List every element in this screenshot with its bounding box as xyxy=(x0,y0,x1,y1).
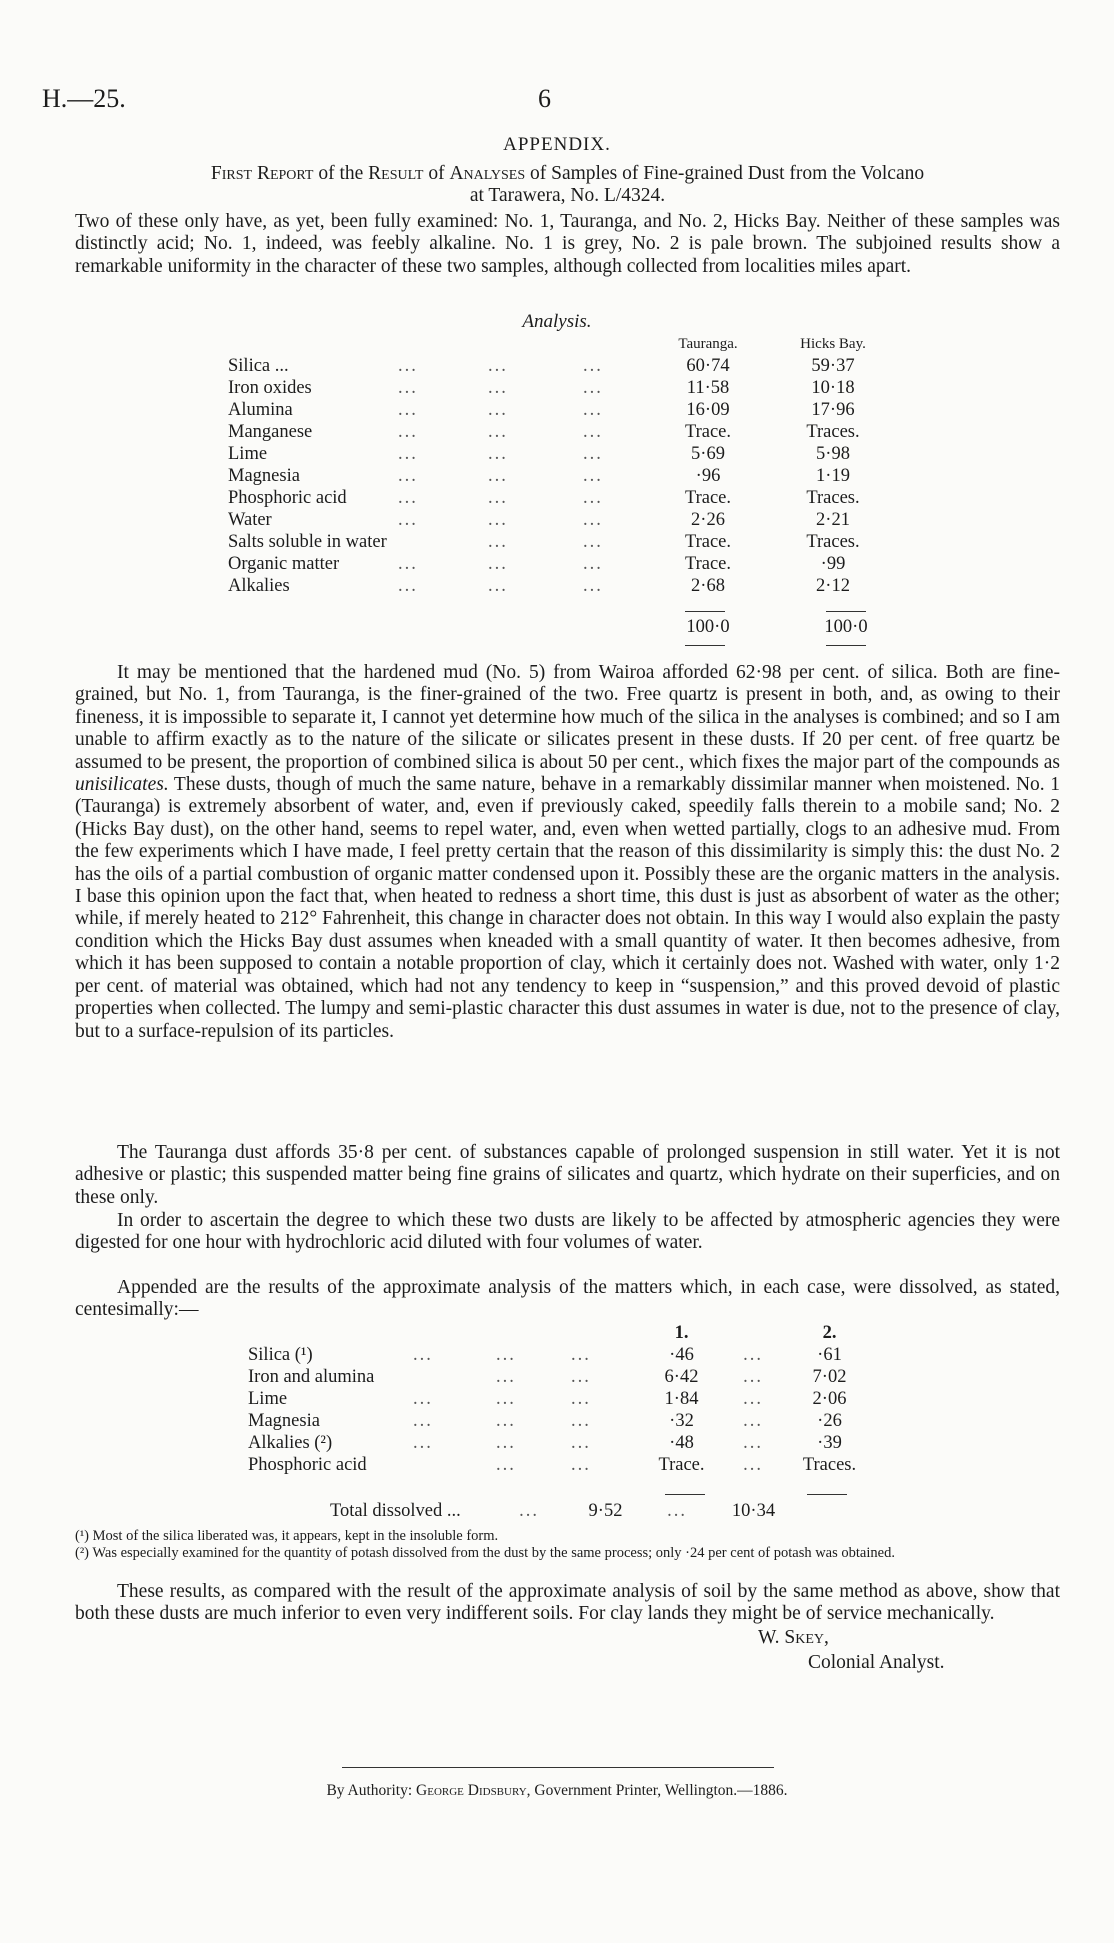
leader-dots: ... xyxy=(571,1411,591,1431)
imprint-rule xyxy=(342,1767,774,1768)
atmospheric-paragraph: In order to ascertain the degree to which these two dusts are likely to be affected by atmospheric agencies they were digested for one hour with hydrochloric acid diluted with four volumes of water. xyxy=(75,1210,1060,1254)
total-dissolved-1: 9·52 xyxy=(588,1501,623,1521)
title-word: of the xyxy=(318,163,364,184)
leader-dots: ... xyxy=(398,422,418,442)
title-word: Report xyxy=(256,163,314,184)
tauranga-value: Trace. xyxy=(684,554,732,574)
leader-dots: ... xyxy=(488,356,508,376)
leader-dots: ... xyxy=(398,356,418,376)
leader-dots: ... xyxy=(496,1389,516,1409)
discussion-italic-term: unisilicates. xyxy=(75,774,169,796)
title-word: of xyxy=(428,163,445,184)
hicks-bay-value: Traces. xyxy=(806,422,860,442)
signature-name: W. Skey, xyxy=(758,1627,829,1648)
leader-dots: ... xyxy=(488,554,508,574)
leader-dots: ... xyxy=(583,378,603,398)
dissolved-row xyxy=(248,1410,877,1432)
dissolved-row xyxy=(248,1432,877,1454)
constituent-name: Manganese xyxy=(228,422,313,442)
constituent-name: Alkalies xyxy=(228,576,290,596)
dissolved-row xyxy=(248,1388,877,1410)
leader-dots: ... xyxy=(413,1389,433,1409)
imprint-line xyxy=(0,1782,1114,1800)
sample-1-value: ·48 xyxy=(669,1433,694,1453)
hicks-bay-value: 17·96 xyxy=(811,400,855,420)
signature-title: Colonial Analyst. xyxy=(808,1652,945,1673)
leader-dots: ... xyxy=(571,1455,591,1475)
leader-dots: ... xyxy=(488,532,508,552)
title-line-2: at Tarawera, No. L/4324. xyxy=(469,185,666,206)
leader-dots: ... xyxy=(398,576,418,596)
title-word: First xyxy=(210,163,253,184)
hicks-bay-value: 2·21 xyxy=(816,510,850,530)
leader-dots: ... xyxy=(496,1433,516,1453)
leader-dots: ... xyxy=(743,1433,763,1453)
hicks-bay-value: 1·19 xyxy=(816,466,850,486)
tauranga-value: Trace. xyxy=(684,422,732,442)
dissolved-name: Iron and alumina xyxy=(248,1367,375,1387)
leader-dots: ... xyxy=(488,488,508,508)
hicks-bay-value: Traces. xyxy=(806,488,860,508)
footnote-1: (¹) Most of the silica liberated was, it appears, kept in the insoluble form. xyxy=(75,1528,499,1544)
constituent-name: Water xyxy=(228,510,272,530)
leader-dots: ... xyxy=(571,1345,591,1365)
leader-dots: ... xyxy=(583,444,603,464)
analysis-row xyxy=(228,575,903,597)
paper-reference: H.—25. xyxy=(42,84,126,113)
constituent-name: Lime xyxy=(228,444,268,464)
sample-2-value: ·61 xyxy=(817,1345,842,1365)
tauranga-value: 5·69 xyxy=(691,444,725,464)
dissolved-row xyxy=(248,1344,877,1366)
total-hicks-bay: 100·0 xyxy=(824,617,868,637)
analysis-row xyxy=(228,553,903,575)
leader-dots: ... xyxy=(743,1411,763,1431)
total-tauranga: 100·0 xyxy=(686,617,730,637)
col-tauranga: Tauranga. xyxy=(678,336,738,352)
dissolved-name: Lime xyxy=(248,1389,288,1409)
intro-paragraph: Two of these only have, as yet, been fully examined: No. 1, Tauranga, and No. 2, Hicks Bay. Neither of these samples was distinctly acid; No. 1, indeed, was feebly alkaline. No. 1 is grey, No. 2 is pale brown. The subjoined results show a remarkable uniformity in the character of these two samples, although collected from localities miles apart. xyxy=(75,211,1060,277)
dissolved-name: Phosphoric acid xyxy=(248,1455,367,1475)
dissolved-name: Magnesia xyxy=(248,1411,320,1431)
leader-dots: ... xyxy=(488,466,508,486)
leader-dots: ... xyxy=(496,1411,516,1431)
title-word: Result xyxy=(368,163,424,184)
sum-rule xyxy=(685,611,725,612)
leader-dots: ... xyxy=(496,1345,516,1365)
leader-dots xyxy=(413,1454,496,1476)
tauranga-value: ·96 xyxy=(695,466,721,486)
discussion-text-b: These dusts, though of much the same nature, behave in a remarkably dissimilar manner when moistened. No. 1 (Tauranga) is extremely absorbent of water, and, even if previously caked, speedily falls therein to a mobile sand; No. 2 (Hicks Bay dust), on the other hand, seems to repel water, and, even when wetted partially, clogs to an adhesive mud. From the few experiments which I have made, I feel pretty certain that the reason of this dissimilarity is simply this: the dust No. 2 has the oils of a partial combustion of organic matter condensed upon it. Possibly these are the organic matters in the analysis. I base this opinion upon the fact that, when heated to redness a short time, this dust is just as absorbent of water as the other; while, if merely heated to 212° Fahrenheit, this change in character does not obtain. In this way I would also explain the pasty condition which the Hicks Bay dust assumes when kneaded with a small quantity of water. It then becomes adhesive, from which it has been supposed to contain a notable proportion of clay, which it certainly does not. Washed with water, only 1·2 per cent. of material was obtained, which had not any tendency to keep in “suspension,” and this proved devoid of plastic properties when collected. The lumpy and semi-plastic character this dust assumes in water is due, not to the presence of clay, but to a surface-repulsion of its particles. xyxy=(75,774,1060,1042)
col-sample-2: 2. xyxy=(822,1323,837,1343)
constituent-name: Iron oxides xyxy=(228,378,312,398)
leader-dots: ... xyxy=(519,1501,539,1521)
hicks-bay-value: ·99 xyxy=(820,554,846,574)
leader-dots: ... xyxy=(583,488,603,508)
leader-dots xyxy=(413,1366,496,1388)
page-number: 6 xyxy=(538,84,551,113)
discussion-paragraph xyxy=(75,662,1060,1043)
analysis-row xyxy=(228,443,903,465)
tauranga-value: 60·74 xyxy=(686,356,730,376)
tauranga-value: 16·09 xyxy=(686,400,730,420)
analysis-header-row xyxy=(228,333,903,355)
dissolved-table xyxy=(248,1322,877,1476)
tauranga-value: Trace. xyxy=(684,488,732,508)
leader-dots: ... xyxy=(398,488,418,508)
leader-dots: ... xyxy=(583,400,603,420)
sample-1-value: 6·42 xyxy=(664,1367,699,1387)
report-title xyxy=(75,163,1060,207)
analysis-row xyxy=(228,465,903,487)
constituent-name: Organic matter xyxy=(228,554,340,574)
dissolved-row xyxy=(248,1366,877,1388)
leader-dots: ... xyxy=(743,1455,763,1475)
sum-rule xyxy=(826,611,866,612)
total-rule xyxy=(826,645,866,646)
leader-dots: ... xyxy=(583,466,603,486)
title-word: of Samples of Fine-grained Dust from the Volcano xyxy=(530,163,925,184)
total-dissolved-label: Total dissolved ... xyxy=(330,1501,461,1521)
constituent-name: Alumina xyxy=(228,400,293,420)
appended-results-paragraph: Appended are the results of the approximate analysis of the matters which, in each case, were dissolved, as stated, centesimally:— xyxy=(75,1277,1060,1321)
leader-dots: ... xyxy=(583,532,603,552)
sample-1-value: Trace. xyxy=(658,1455,705,1475)
leader-dots: ... xyxy=(571,1433,591,1453)
leader-dots: ... xyxy=(398,400,418,420)
leader-dots: ... xyxy=(583,554,603,574)
leader-dots: ... xyxy=(398,444,418,464)
dissolved-total-row xyxy=(330,1500,801,1522)
leader-dots: ... xyxy=(488,400,508,420)
leader-dots: ... xyxy=(571,1389,591,1409)
analysis-row xyxy=(228,377,903,399)
leader-dots: ... xyxy=(413,1345,433,1365)
footnote-2: (²) Was especially examined for the quantity of potash dissolved from the dust by the same process; only ·24 per cent of potash was obtained. xyxy=(75,1545,895,1561)
leader-dots: ... xyxy=(398,378,418,398)
tauranga-value: 11·58 xyxy=(686,378,730,398)
analysis-row xyxy=(228,531,903,553)
constituent-name: Salts soluble in water xyxy=(228,532,387,552)
hicks-bay-value: Traces. xyxy=(806,532,860,552)
tauranga-value: Trace. xyxy=(684,532,732,552)
analysis-row xyxy=(228,355,903,377)
sample-2-value: ·26 xyxy=(817,1411,842,1431)
sample-1-value: ·46 xyxy=(669,1345,694,1365)
sum-rule xyxy=(807,1494,847,1495)
appendix-heading: APPENDIX. xyxy=(503,134,611,155)
tauranga-value: 2·26 xyxy=(691,510,725,530)
leader-dots: ... xyxy=(743,1345,763,1365)
constituent-name: Silica ... xyxy=(228,356,289,376)
sample-2-value: 7·02 xyxy=(812,1367,847,1387)
leader-dots: ... xyxy=(743,1367,763,1387)
analysis-row xyxy=(228,421,903,443)
analysis-row xyxy=(228,487,903,509)
dissolved-name: Alkalies (²) xyxy=(248,1433,333,1453)
sample-2-value: ·39 xyxy=(817,1433,842,1453)
leader-dots: ... xyxy=(488,510,508,530)
leader-dots: ... xyxy=(413,1411,433,1431)
sample-1-value: ·32 xyxy=(669,1411,694,1431)
sample-2-value: Traces. xyxy=(802,1455,857,1475)
analysis-row xyxy=(228,399,903,421)
analysis-label: Analysis. xyxy=(522,311,592,332)
constituent-name: Phosphoric acid xyxy=(228,488,347,508)
leader-dots: ... xyxy=(571,1367,591,1387)
leader-dots xyxy=(398,531,488,553)
analysis-row xyxy=(228,509,903,531)
hicks-bay-value: 10·18 xyxy=(811,378,855,398)
leader-dots: ... xyxy=(398,510,418,530)
analysis-table xyxy=(228,333,903,597)
sample-1-value: 1·84 xyxy=(664,1389,699,1409)
dissolved-row xyxy=(248,1454,877,1476)
total-rule xyxy=(685,645,725,646)
discussion-text-a: It may be mentioned that the hardened mud (No. 5) from Wairoa afforded 62·98 per cent. of silica. Both are fine-grained, but No. 1, from Tauranga, is the finer-grained of the two. Free quartz is present in both, and, as owing to their fineness, it is impossible to separate it, I cannot yet determine how much of the silica in the analyses is combined; and so I am unable to affirm exactly as to the nature of the silicate or silicates present in these dusts. If 20 per cent. of free quartz be assumed to be present, the proportion of combined silica is about 50 per cent., which fixes the major part of the compounds as xyxy=(75,662,1060,773)
dissolved-header-row xyxy=(248,1322,877,1344)
sample-2-value: 2·06 xyxy=(812,1389,847,1409)
dissolved-name: Silica (¹) xyxy=(248,1345,313,1365)
title-word: Analyses xyxy=(449,163,526,184)
hicks-bay-value: 5·98 xyxy=(816,444,850,464)
tauranga-suspension-paragraph: The Tauranga dust affords 35·8 per cent. of substances capable of prolonged suspension in still water. Yet it is not adhesive or plastic; this suspended matter being fine grains of silicates and quartz, which hydrate on their superficies, and on these only. xyxy=(75,1142,1060,1208)
tauranga-value: 2·68 xyxy=(691,576,725,596)
leader-dots: ... xyxy=(583,510,603,530)
leader-dots: ... xyxy=(583,576,603,596)
imprint-suffix: Government Printer, Wellington.—1886. xyxy=(534,1782,788,1799)
imprint-prefix: By Authority: xyxy=(326,1782,413,1799)
hicks-bay-value: 59·37 xyxy=(811,356,855,376)
leader-dots: ... xyxy=(743,1389,763,1409)
imprint-printer: George Didsbury, xyxy=(416,1782,531,1799)
leader-dots: ... xyxy=(398,554,418,574)
leader-dots: ... xyxy=(583,422,603,442)
leader-dots: ... xyxy=(496,1455,516,1475)
leader-dots: ... xyxy=(398,466,418,486)
hicks-bay-value: 2·12 xyxy=(816,576,850,596)
leader-dots: ... xyxy=(583,356,603,376)
col-sample-1: 1. xyxy=(674,1323,689,1343)
leader-dots: ... xyxy=(488,422,508,442)
total-dissolved-2: 10·34 xyxy=(731,1501,776,1521)
leader-dots: ... xyxy=(496,1367,516,1387)
sum-rule xyxy=(665,1494,705,1495)
leader-dots: ... xyxy=(488,576,508,596)
col-hicks-bay: Hicks Bay. xyxy=(800,336,866,352)
leader-dots: ... xyxy=(488,378,508,398)
leader-dots: ... xyxy=(667,1501,687,1521)
leader-dots: ... xyxy=(413,1433,433,1453)
conclusion-paragraph: These results, as compared with the result of the approximate analysis of soil by the same method as above, show that both these dusts are much inferior to even very indifferent soils. For clay lands they might be of service mechanically. xyxy=(75,1581,1060,1625)
constituent-name: Magnesia xyxy=(228,466,300,486)
leader-dots: ... xyxy=(488,444,508,464)
